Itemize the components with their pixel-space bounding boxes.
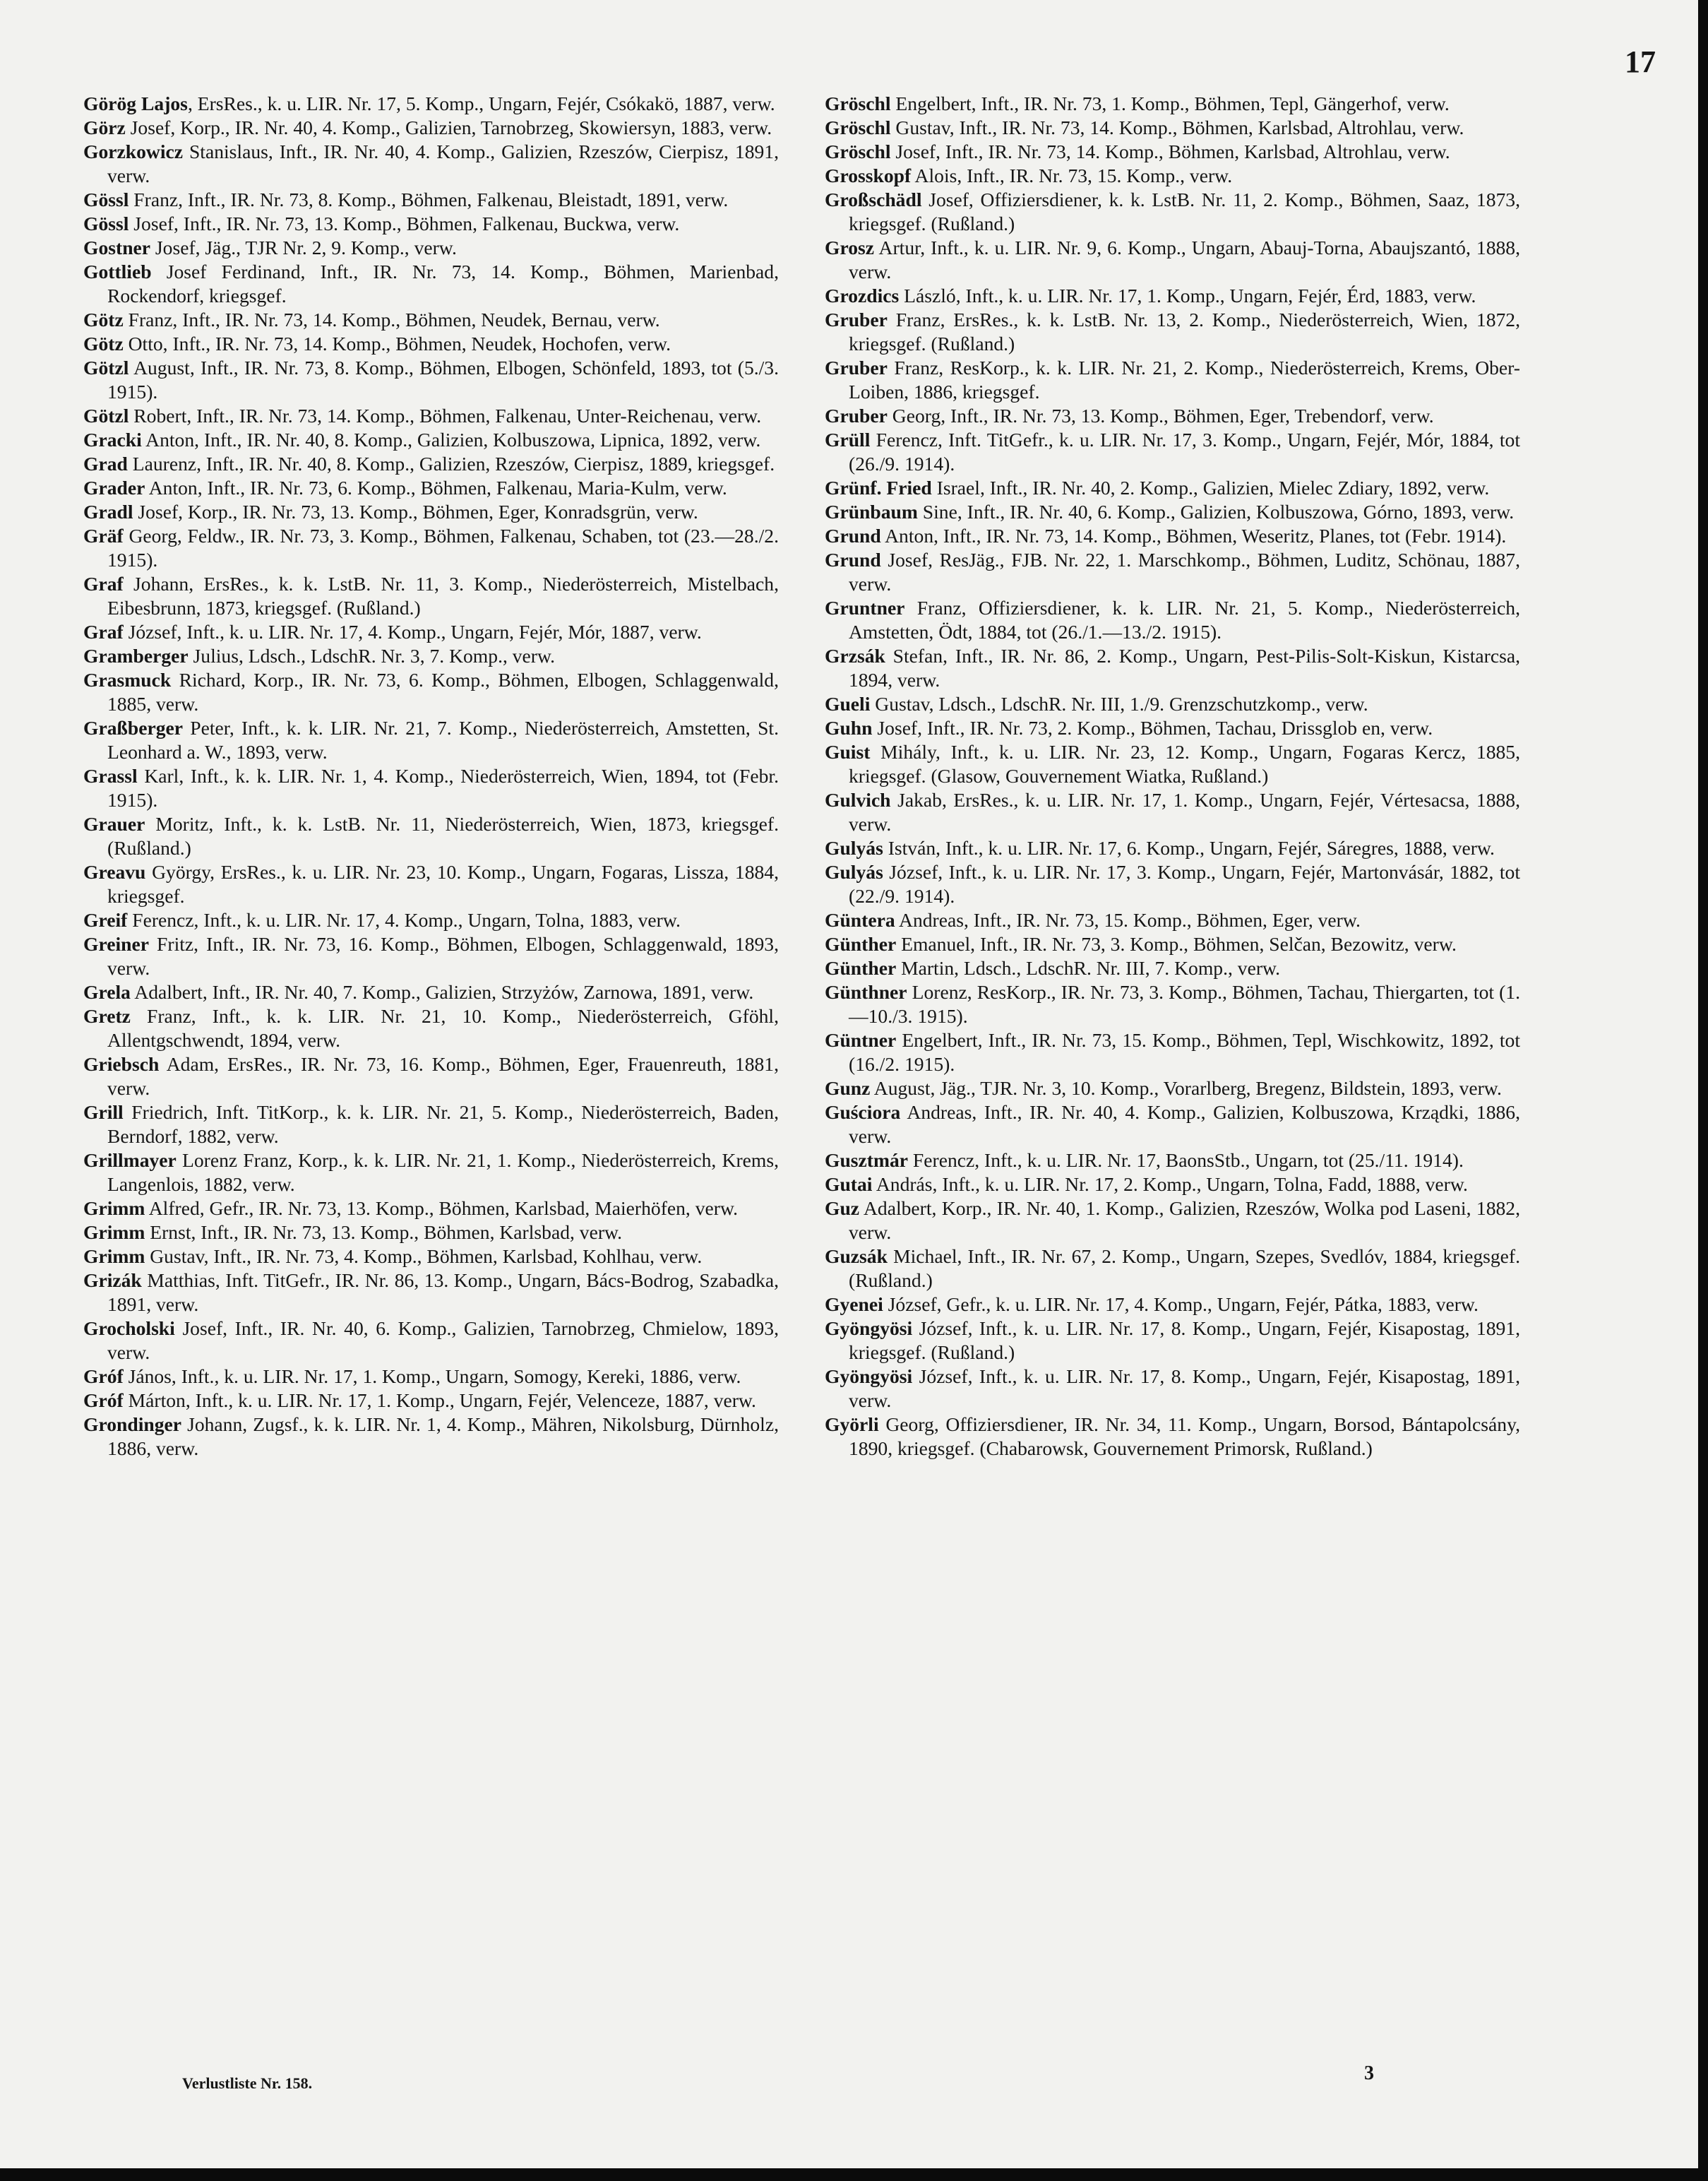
list-entry xyxy=(83,212,779,236)
entry-details: József, Inft., k. u. LIR. Nr. 17, 3. Komp., Ungarn, Fejér, Martonvásár, 1882, tot (22./9. 1914). xyxy=(849,861,1520,907)
entry-surname: Gramberger xyxy=(83,645,189,667)
list-entry xyxy=(83,428,779,452)
entry-surname: Gräf xyxy=(83,525,124,547)
list-entry xyxy=(83,1365,779,1389)
entry-surname: Görz xyxy=(83,117,126,138)
entry-details: Andreas, Inft., IR. Nr. 40, 4. Komp., Galizien, Kolbuszowa, Krządki, 1886, verw. xyxy=(849,1101,1520,1147)
entry-details: Stefan, Inft., IR. Nr. 86, 2. Komp., Ungarn, Pest-Pilis-Solt-Kiskun, Kistarcsa, 1894, verw. xyxy=(849,645,1520,691)
list-entry xyxy=(83,1244,779,1268)
entry-details: Robert, Inft., IR. Nr. 73, 14. Komp., Böhmen, Falkenau, Unter-Reichenau, verw. xyxy=(129,405,762,427)
entry-surname: Grizák xyxy=(83,1269,142,1291)
entry-surname: Grimm xyxy=(83,1197,145,1219)
entry-surname: Gróf xyxy=(83,1389,124,1411)
entry-details: Georg, Inft., IR. Nr. 73, 13. Komp., Böhmen, Eger, Trebendorf, verw. xyxy=(887,405,1434,427)
list-entry xyxy=(825,284,1520,308)
list-entry xyxy=(83,668,779,716)
entry-details: József, Gefr., k. u. LIR. Nr. 17, 4. Komp., Ungarn, Fejér, Pátka, 1883, verw. xyxy=(883,1293,1479,1315)
list-entry xyxy=(825,188,1520,236)
entry-details: Michael, Inft., IR. Nr. 67, 2. Komp., Ungarn, Szepes, Svedlóv, 1884, kriegsgef. (Rußland.) xyxy=(849,1245,1520,1291)
entry-surname: Görög Lajos xyxy=(83,93,188,114)
list-entry xyxy=(825,860,1520,908)
list-entry xyxy=(825,140,1520,164)
entry-details: Josef, ResJäg., FJB. Nr. 22, 1. Marschkomp., Böhmen, Luditz, Schönau, 1887, verw. xyxy=(849,549,1520,595)
entry-details: Friedrich, Inft. TitKorp., k. k. LIR. Nr. 21, 5. Komp., Niederösterreich, Baden, Berndorf, 1882, verw. xyxy=(107,1101,779,1147)
entry-surname: Güntera xyxy=(825,909,895,931)
entry-details: Franz, Inft., k. k. LIR. Nr. 21, 10. Komp., Niederösterreich, Gföhl, Allentgschwendt, 1894, verw. xyxy=(107,1005,779,1051)
list-entry xyxy=(825,716,1520,740)
entry-surname: Gorzkowicz xyxy=(83,141,183,162)
entry-surname: Günthner xyxy=(825,981,907,1003)
entry-surname: Gulyás xyxy=(825,837,883,859)
list-entry xyxy=(825,476,1520,500)
list-entry xyxy=(83,1148,779,1196)
list-entry xyxy=(83,1268,779,1317)
entry-details: Anton, Inft., IR. Nr. 73, 6. Komp., Böhmen, Falkenau, Maria-Kulm, verw. xyxy=(145,477,727,499)
list-entry xyxy=(825,356,1520,404)
entry-surname: Grocholski xyxy=(83,1317,175,1339)
entry-details: Josef Ferdinand, Inft., IR. Nr. 73, 14. Komp., Böhmen, Marienbad, Rockendorf, kriegsgef. xyxy=(107,261,779,307)
entry-details: Johann, ErsRes., k. k. LstB. Nr. 11, 3. Komp., Niederösterreich, Mistelbach, Eibesbrunn, 1873, kriegsgef. (Rußland.) xyxy=(107,573,779,619)
page-number: 17 xyxy=(1625,44,1656,79)
entry-details: Israel, Inft., IR. Nr. 40, 2. Komp., Galizien, Mielec Zdiary, 1892, verw. xyxy=(931,477,1490,499)
entry-details: Mihály, Inft., k. u. LIR. Nr. 23, 12. Komp., Ungarn, Fogaras Kercz, 1885, kriegsgef. (Glasow, Gouvernement Wiatka, Rußland.) xyxy=(849,741,1520,787)
entry-surname: Gueli xyxy=(825,693,871,715)
list-entry xyxy=(83,356,779,404)
list-entry xyxy=(825,1028,1520,1076)
entry-surname: Gyöngyösi xyxy=(825,1317,913,1339)
entry-surname: Gröschl xyxy=(825,93,891,114)
entry-details: August, Inft., IR. Nr. 73, 8. Komp., Böhmen, Elbogen, Schönfeld, 1893, tot (5./3. 1915). xyxy=(107,357,779,403)
entry-details: Josef, Inft., IR. Nr. 73, 14. Komp., Böhmen, Karlsbad, Altrohlau, verw. xyxy=(890,141,1450,162)
entry-details: Anton, Inft., IR. Nr. 40, 8. Komp., Galizien, Kolbuszowa, Lipnica, 1892, verw. xyxy=(141,429,761,451)
entry-surname: Guz xyxy=(825,1197,860,1219)
entry-surname: Guzsák xyxy=(825,1245,888,1267)
entry-details: Laurenz, Inft., IR. Nr. 40, 8. Komp., Galizien, Rzeszów, Cierpisz, 1889, kriegsgef. xyxy=(127,453,775,475)
entry-surname: Grünbaum xyxy=(825,501,918,523)
list-entry xyxy=(825,1076,1520,1100)
entry-surname: Guhn xyxy=(825,717,873,739)
list-entry xyxy=(825,596,1520,644)
entry-surname: Grondinger xyxy=(83,1413,182,1435)
entry-details: János, Inft., k. u. LIR. Nr. 17, 1. Komp., Ungarn, Somogy, Kereki, 1886, verw. xyxy=(123,1365,741,1387)
entry-surname: Grader xyxy=(83,477,145,499)
entry-details: Ernst, Inft., IR. Nr. 73, 13. Komp., Böhmen, Karlsbad, verw. xyxy=(145,1221,623,1243)
entry-details: Ferencz, Inft., k. u. LIR. Nr. 17, BaonsStb., Ungarn, tot (25./11. 1914). xyxy=(908,1149,1464,1171)
list-entry xyxy=(83,92,779,116)
entry-surname: Grillmayer xyxy=(83,1149,177,1171)
list-entry xyxy=(83,908,779,932)
list-entry xyxy=(83,140,779,188)
entry-details: August, Jäg., TJR. Nr. 3, 10. Komp., Vorarlberg, Bregenz, Bildstein, 1893, verw. xyxy=(870,1077,1502,1099)
entry-surname: Greavu xyxy=(83,861,146,883)
entry-surname: Griebsch xyxy=(83,1053,160,1075)
list-entry xyxy=(83,1413,779,1461)
entry-surname: Gröschl xyxy=(825,117,891,138)
entry-details: Lorenz, ResKorp., IR. Nr. 73, 3. Komp., Böhmen, Tachau, Thiergarten, tot (1.—10./3. 1915). xyxy=(849,981,1520,1027)
list-entry xyxy=(825,308,1520,356)
entry-details: Gustav, Inft., IR. Nr. 73, 4. Komp., Böhmen, Karlsbad, Kohlhau, verw. xyxy=(145,1245,703,1267)
entry-details: András, Inft., k. u. LIR. Nr. 17, 2. Komp., Ungarn, Tolna, Fadd, 1888, verw. xyxy=(872,1173,1468,1195)
entry-details: Richard, Korp., IR. Nr. 73, 6. Komp., Böhmen, Elbogen, Schlaggenwald, 1885, verw. xyxy=(107,669,779,715)
list-entry xyxy=(83,1052,779,1100)
entry-details: Artur, Inft., k. u. LIR. Nr. 9, 6. Komp., Ungarn, Abauj-Torna, Abaujszantó, 1888, verw. xyxy=(849,237,1520,283)
footer-note: Verlustliste Nr. 158. xyxy=(182,2074,313,2092)
entry-surname: Grassl xyxy=(83,765,138,787)
entry-details: László, Inft., k. u. LIR. Nr. 17, 1. Komp., Ungarn, Fejér, Érd, 1883, verw. xyxy=(899,285,1476,307)
entry-surname: Gostner xyxy=(83,237,151,258)
entry-details: Josef, Offiziersdiener, k. k. LstB. Nr. 11, 2. Komp., Böhmen, Saaz, 1873, kriegsgef. (Rußland.) xyxy=(849,189,1520,234)
list-entry xyxy=(825,524,1520,548)
entry-surname: Großschädl xyxy=(825,189,922,210)
entry-surname: Gruber xyxy=(825,405,888,427)
entry-details: Peter, Inft., k. k. LIR. Nr. 21, 7. Komp., Niederösterreich, Amstetten, St. Leonhard a. W., 1893, verw. xyxy=(107,717,779,763)
list-entry xyxy=(83,332,779,356)
entry-surname: Grasmuck xyxy=(83,669,172,691)
entry-surname: Grauer xyxy=(83,813,145,835)
entry-details: Josef, Jäg., TJR Nr. 2, 9. Komp., verw. xyxy=(150,237,457,258)
list-entry xyxy=(83,1317,779,1365)
list-entry xyxy=(825,644,1520,692)
entry-surname: Günther xyxy=(825,933,897,955)
list-entry xyxy=(825,428,1520,476)
list-entry xyxy=(83,308,779,332)
entry-surname: Gruntner xyxy=(825,597,905,619)
entry-details: Ferencz, Inft., k. u. LIR. Nr. 17, 4. Komp., Ungarn, Tolna, 1883, verw. xyxy=(127,909,681,931)
list-entry xyxy=(825,404,1520,428)
list-entry xyxy=(83,116,779,140)
entry-surname: Graf xyxy=(83,621,124,643)
entry-details: Franz, ErsRes., k. k. LstB. Nr. 13, 2. Komp., Niederösterreich, Wien, 1872, kriegsgef. (Rußland.) xyxy=(849,309,1520,355)
list-entry xyxy=(83,260,779,308)
entry-surname: Güntner xyxy=(825,1029,897,1051)
entry-surname: Gyenei xyxy=(825,1293,883,1315)
entry-surname: Gunz xyxy=(825,1077,871,1099)
list-entry xyxy=(83,764,779,812)
entry-details: Ferencz, Inft. TitGefr., k. u. LIR. Nr. 17, 3. Komp., Ungarn, Fejér, Mór, 1884, tot (26./9. 1914). xyxy=(849,429,1520,475)
list-entry xyxy=(83,524,779,572)
entry-surname: Guściora xyxy=(825,1101,901,1123)
entry-details: Josef, Inft., IR. Nr. 73, 2. Komp., Böhmen, Tachau, Drissglob en, verw. xyxy=(872,717,1433,739)
entry-details: Franz, Inft., IR. Nr. 73, 14. Komp., Böhmen, Neudek, Bernau, verw. xyxy=(123,309,660,331)
list-entry xyxy=(83,980,779,1004)
list-entry xyxy=(825,980,1520,1028)
list-entry xyxy=(83,932,779,980)
entry-details: Adalbert, Inft., IR. Nr. 40, 7. Komp., Galizien, Strzyżów, Zarnowa, 1891, verw. xyxy=(130,981,754,1003)
list-entry xyxy=(825,1244,1520,1292)
entry-surname: Götzl xyxy=(83,405,129,427)
entry-surname: Györli xyxy=(825,1413,879,1435)
entry-details: Josef, Inft., IR. Nr. 40, 6. Komp., Galizien, Tarnobrzeg, Chmielow, 1893, verw. xyxy=(107,1317,779,1363)
signature-mark: 3 xyxy=(1364,2062,1374,2084)
list-entry xyxy=(825,692,1520,716)
entry-details: , ErsRes., k. u. LIR. Nr. 17, 5. Komp., Ungarn, Fejér, Csókakö, 1887, verw. xyxy=(187,93,775,114)
entry-surname: Götz xyxy=(83,333,124,355)
entry-details: Alois, Inft., IR. Nr. 73, 15. Komp., verw. xyxy=(911,165,1233,186)
list-entry xyxy=(825,836,1520,860)
list-entry xyxy=(825,1317,1520,1365)
entry-surname: Grund xyxy=(825,549,881,571)
entry-surname: Grimm xyxy=(83,1245,145,1267)
entry-details: Adalbert, Korp., IR. Nr. 40, 1. Komp., Galizien, Rzeszów, Wolka pod Laseni, 1882, verw. xyxy=(849,1197,1520,1243)
entry-surname: Gössl xyxy=(83,189,129,210)
list-entry xyxy=(83,716,779,764)
entry-surname: Gradl xyxy=(83,501,133,523)
list-entry xyxy=(83,620,779,644)
list-entry xyxy=(825,932,1520,956)
entry-details: Martin, Ldsch., LdschR. Nr. III, 7. Komp., verw. xyxy=(896,957,1281,979)
entry-details: Karl, Inft., k. k. LIR. Nr. 1, 4. Komp., Niederösterreich, Wien, 1894, tot (Febr. 1915). xyxy=(107,765,779,811)
entry-surname: Gracki xyxy=(83,429,142,451)
entry-surname: Gretz xyxy=(83,1005,131,1027)
entry-surname: Grozdics xyxy=(825,285,900,307)
entry-surname: Grund xyxy=(825,525,881,547)
entry-surname: Gulvich xyxy=(825,789,891,811)
entry-details: Georg, Feldw., IR. Nr. 73, 3. Komp., Böhmen, Falkenau, Schaben, tot (23.—28./2. 1915). xyxy=(107,525,779,571)
list-entry xyxy=(825,1172,1520,1196)
entry-surname: Guist xyxy=(825,741,871,763)
list-entry xyxy=(83,1196,779,1220)
list-entry xyxy=(83,644,779,668)
list-entry xyxy=(825,500,1520,524)
list-entry xyxy=(83,188,779,212)
list-entry xyxy=(825,956,1520,980)
entry-details: Jakab, ErsRes., k. u. LIR. Nr. 17, 1. Komp., Ungarn, Fejér, Vértesacsa, 1888, verw. xyxy=(849,789,1520,835)
entry-details: Andreas, Inft., IR. Nr. 73, 15. Komp., Böhmen, Eger, verw. xyxy=(895,909,1361,931)
list-entry xyxy=(825,236,1520,284)
list-entry xyxy=(83,860,779,908)
entry-details: József, Inft., k. u. LIR. Nr. 17, 4. Komp., Ungarn, Fejér, Mór, 1887, verw. xyxy=(123,621,702,643)
entry-surname: Greiner xyxy=(83,933,149,955)
entry-details: Anton, Inft., IR. Nr. 73, 14. Komp., Böhmen, Weseritz, Planes, tot (Febr. 1914). xyxy=(880,525,1507,547)
entry-surname: Grela xyxy=(83,981,131,1003)
entry-surname: Gruber xyxy=(825,309,888,331)
entry-details: József, Inft., k. u. LIR. Nr. 17, 8. Komp., Ungarn, Fejér, Kisapostag, 1891, verw. xyxy=(849,1365,1520,1411)
entry-surname: Grimm xyxy=(83,1221,145,1243)
list-entry xyxy=(83,452,779,476)
list-entry xyxy=(83,1389,779,1413)
right-column xyxy=(825,92,1520,1461)
entry-details: István, Inft., k. u. LIR. Nr. 17, 6. Komp., Ungarn, Fejér, Sáregres, 1888, verw. xyxy=(883,837,1495,859)
list-entry xyxy=(83,572,779,620)
entry-surname: Gyöngyösi xyxy=(825,1365,913,1387)
list-entry xyxy=(83,1100,779,1148)
list-entry xyxy=(825,1196,1520,1244)
entry-details: Márton, Inft., k. u. LIR. Nr. 17, 1. Komp., Ungarn, Fejér, Velenceze, 1887, verw. xyxy=(123,1389,756,1411)
list-entry xyxy=(825,116,1520,140)
entry-details: Johann, Zugsf., k. k. LIR. Nr. 1, 4. Komp., Mähren, Nikolsburg, Dürnholz, 1886, verw. xyxy=(107,1413,779,1459)
list-entry xyxy=(825,740,1520,788)
list-entry xyxy=(83,1220,779,1244)
entry-surname: Greif xyxy=(83,909,128,931)
entry-details: Sine, Inft., IR. Nr. 40, 6. Komp., Galizien, Kolbuszowa, Górno, 1893, verw. xyxy=(917,501,1515,523)
entry-details: Engelbert, Inft., IR. Nr. 73, 15. Komp., Böhmen, Tepl, Wischkowitz, 1892, tot (16./2. 1915). xyxy=(849,1029,1520,1075)
entry-surname: Grill xyxy=(83,1101,124,1123)
list-entry xyxy=(825,1292,1520,1317)
entry-details: Engelbert, Inft., IR. Nr. 73, 1. Komp., Böhmen, Tepl, Gängerhof, verw. xyxy=(890,93,1450,114)
entry-details: Lorenz Franz, Korp., k. k. LIR. Nr. 21, 1. Komp., Niederösterreich, Krems, Langenlois, 1882, verw. xyxy=(107,1149,779,1195)
entry-details: Fritz, Inft., IR. Nr. 73, 16. Komp., Böhmen, Elbogen, Schlaggenwald, 1893, verw. xyxy=(107,933,779,979)
entry-details: Stanislaus, Inft., IR. Nr. 40, 4. Komp., Galizien, Rzeszów, Cierpisz, 1891, verw. xyxy=(107,141,779,186)
entry-details: Moritz, Inft., k. k. LstB. Nr. 11, Niederösterreich, Wien, 1873, kriegsgef. (Rußland.) xyxy=(107,813,779,859)
entry-surname: Grad xyxy=(83,453,128,475)
entry-surname: Gutai xyxy=(825,1173,873,1195)
entry-surname: Grosz xyxy=(825,237,874,258)
entry-surname: Grzsák xyxy=(825,645,885,667)
entry-details: Josef, Korp., IR. Nr. 73, 13. Komp., Böhmen, Eger, Konradsgrün, verw. xyxy=(133,501,698,523)
entry-surname: Gössl xyxy=(83,213,129,234)
entry-details: Josef, Inft., IR. Nr. 73, 13. Komp., Böhmen, Falkenau, Buckwa, verw. xyxy=(129,213,680,234)
list-entry xyxy=(825,1148,1520,1172)
entry-details: Gustav, Ldsch., LdschR. Nr. III, 1./9. Grenzschutzkomp., verw. xyxy=(870,693,1368,715)
entry-details: Franz, Offiziersdiener, k. k. LIR. Nr. 21, 5. Komp., Niederösterreich, Amstetten, Ödt, 1884, tot (26./1.—13./2. 1915). xyxy=(849,597,1520,643)
entry-details: Julius, Ldsch., LdschR. Nr. 3, 7. Komp., verw. xyxy=(188,645,556,667)
entry-surname: Götzl xyxy=(83,357,129,379)
entry-details: Josef, Korp., IR. Nr. 40, 4. Komp., Galizien, Tarnobrzeg, Skowiersyn, 1883, verw. xyxy=(125,117,772,138)
entry-surname: Günther xyxy=(825,957,897,979)
entry-details: Matthias, Inft. TitGefr., IR. Nr. 86, 13. Komp., Ungarn, Bács-Bodrog, Szabadka, 1891, verw. xyxy=(107,1269,779,1315)
list-entry xyxy=(83,500,779,524)
entry-details: Franz, ResKorp., k. k. LIR. Nr. 21, 2. Komp., Niederösterreich, Krems, Ober-Loiben, 1886, kriegsgef. xyxy=(849,357,1520,403)
entry-surname: Götz xyxy=(83,309,124,331)
entry-surname: Gruber xyxy=(825,357,888,379)
list-entry xyxy=(825,92,1520,116)
entry-details: Georg, Offiziersdiener, IR. Nr. 34, 11. Komp., Ungarn, Borsod, Bántapolcsány, 1890, kriegsgef. (Chabarowsk, Gouvernement Primorsk, Rußland.) xyxy=(849,1413,1520,1459)
entry-surname: Gottlieb xyxy=(83,261,152,283)
list-entry xyxy=(825,1365,1520,1413)
list-entry xyxy=(83,476,779,500)
entry-surname: Grüll xyxy=(825,429,871,451)
list-entry xyxy=(825,164,1520,188)
entry-surname: Grünf. Fried xyxy=(825,477,932,499)
list-entry xyxy=(83,812,779,860)
entry-details: Alfred, Gefr., IR. Nr. 73, 13. Komp., Böhmen, Karlsbad, Maierhöfen, verw. xyxy=(145,1197,739,1219)
list-entry xyxy=(825,548,1520,596)
left-column xyxy=(83,92,779,1461)
list-entry xyxy=(825,1100,1520,1148)
entry-details: Emanuel, Inft., IR. Nr. 73, 3. Komp., Böhmen, Selčan, Bezowitz, verw. xyxy=(896,933,1457,955)
entry-details: József, Inft., k. u. LIR. Nr. 17, 8. Komp., Ungarn, Fejér, Kisapostag, 1891, kriegsgef. (Rußland.) xyxy=(849,1317,1520,1363)
entry-surname: Gröschl xyxy=(825,141,891,162)
entry-surname: Graßberger xyxy=(83,717,183,739)
entry-details: Otto, Inft., IR. Nr. 73, 14. Komp., Böhmen, Neudek, Hochofen, verw. xyxy=(123,333,671,355)
entry-surname: Gulyás xyxy=(825,861,883,883)
list-entry xyxy=(825,788,1520,836)
entry-surname: Gróf xyxy=(83,1365,124,1387)
entry-surname: Graf xyxy=(83,573,124,595)
list-entry xyxy=(825,1413,1520,1461)
entry-details: Gustav, Inft., IR. Nr. 73, 14. Komp., Böhmen, Karlsbad, Altrohlau, verw. xyxy=(890,117,1464,138)
entry-surname: Gusztmár xyxy=(825,1149,909,1171)
list-entry xyxy=(83,404,779,428)
entry-surname: Grosskopf xyxy=(825,165,912,186)
entry-details: György, ErsRes., k. u. LIR. Nr. 23, 10. Komp., Ungarn, Fogaras, Lissza, 1884, kriegsgef. xyxy=(107,861,779,907)
entry-details: Franz, Inft., IR. Nr. 73, 8. Komp., Böhmen, Falkenau, Bleistadt, 1891, verw. xyxy=(129,189,729,210)
list-entry xyxy=(83,1004,779,1052)
list-entry xyxy=(825,908,1520,932)
entry-details: Adam, ErsRes., IR. Nr. 73, 16. Komp., Böhmen, Eger, Frauenreuth, 1881, verw. xyxy=(107,1053,779,1099)
list-entry xyxy=(83,236,779,260)
